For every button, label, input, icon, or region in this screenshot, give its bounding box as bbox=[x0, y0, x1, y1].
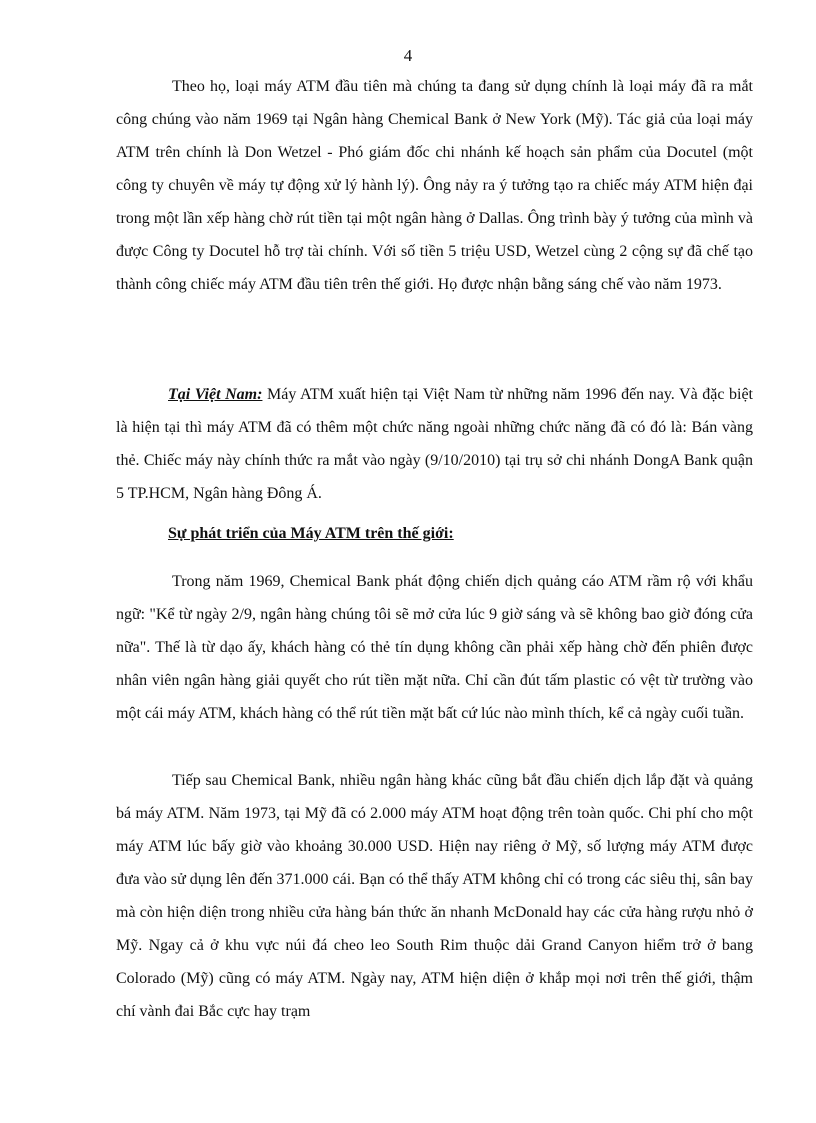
paragraph-history-atm-origin: Theo họ, loại máy ATM đầu tiên mà chúng ta đang sử dụng chính là loại máy đã ra mắt công chúng vào năm 1969 tại Ngân hàng Chemical Bank ở New York (Mỹ). Tác giả của loại máy ATM trên chính là Don Wetzel - Phó giám đốc chi nhánh kế hoạch sản phẩm của Docutel (một công ty chuyên về máy tự động xử lý hành lý). Ông nảy ra ý tưởng tạo ra chiếc máy ATM hiện đại trong một lần xếp hàng chờ rút tiền tại một ngân hàng ở Dallas. Ông trình bày ý tưởng của mình và được Công ty Docutel hỗ trợ tài chính. Với số tiền 5 triệu USD, Wetzel cùng 2 cộng sự đã chế tạo thành công chiếc máy ATM đầu tiên trên thế giới. Họ được nhận bằng sáng chế vào năm 1973. bbox=[116, 78, 753, 293]
vietnam-text: Máy ATM xuất hiện tại Việt Nam từ những năm 1996 đến nay. Và đặc biệt là hiện tại thì máy ATM đã có thêm một chức năng ngoài những chức năng đã có đó là: Bán vàng thẻ. Chiếc máy này chính thức ra mắt vào ngày (9/10/2010) tại trụ sở chi nhánh DongA Bank quận 5 TP.HCM, Ngân hàng Đông Á. bbox=[116, 386, 754, 502]
section-heading-world-development: Sự phát triển của Máy ATM trên thế giới: bbox=[168, 525, 454, 542]
paragraph-vietnam bbox=[116, 378, 753, 510]
vietnam-label: Tại Việt Nam: bbox=[168, 386, 263, 403]
paragraph-atm-expansion: Tiếp sau Chemical Bank, nhiều ngân hàng khác cũng bắt đầu chiến dịch lắp đặt và quảng bá máy ATM. Năm 1973, tại Mỹ đã có 2.000 máy ATM hoạt động trên toàn quốc. Chi phí cho một máy ATM lúc bấy giờ vào khoảng 30.000 USD. Hiện nay riêng ở Mỹ, số lượng máy ATM được đưa vào sử dụng lên đến 371.000 cái. Bạn có thể thấy ATM không chỉ có trong các siêu thị, sân bay mà còn hiện diện trong nhiều cửa hàng bán thức ăn nhanh McDonald hay các cửa hàng rượu nhỏ ở Mỹ. Ngay cả ở khu vực núi đá cheo leo South Rim thuộc dải Grand Canyon hiểm trở ở bang Colorado (Mỹ) cũng có máy ATM. Ngày nay, ATM hiện diện ở khắp mọi nơi trên thế giới, thậm chí vành đai Bắc cực hay trạm bbox=[116, 772, 753, 1020]
page-number: 4 bbox=[403, 46, 413, 65]
paragraph-chemical-bank-campaign: Trong năm 1969, Chemical Bank phát động chiến dịch quảng cáo ATM rầm rộ với khẩu ngữ: "Kể từ ngày 2/9, ngân hàng chúng tôi sẽ mở cửa lúc 9 giờ sáng và sẽ không bao giờ đóng cửa nữa". Thế là từ dạo ấy, khách hàng có thẻ tín dụng không cần phải xếp hàng chờ đến phiên được nhân viên ngân hàng giải quyết cho rút tiền mặt nữa. Chỉ cần đút tấm plastic có vệt từ trường vào một cái máy ATM, khách hàng có thể rút tiền mặt bất cứ lúc nào mình thích, kể cả ngày cuối tuần. bbox=[116, 573, 753, 722]
